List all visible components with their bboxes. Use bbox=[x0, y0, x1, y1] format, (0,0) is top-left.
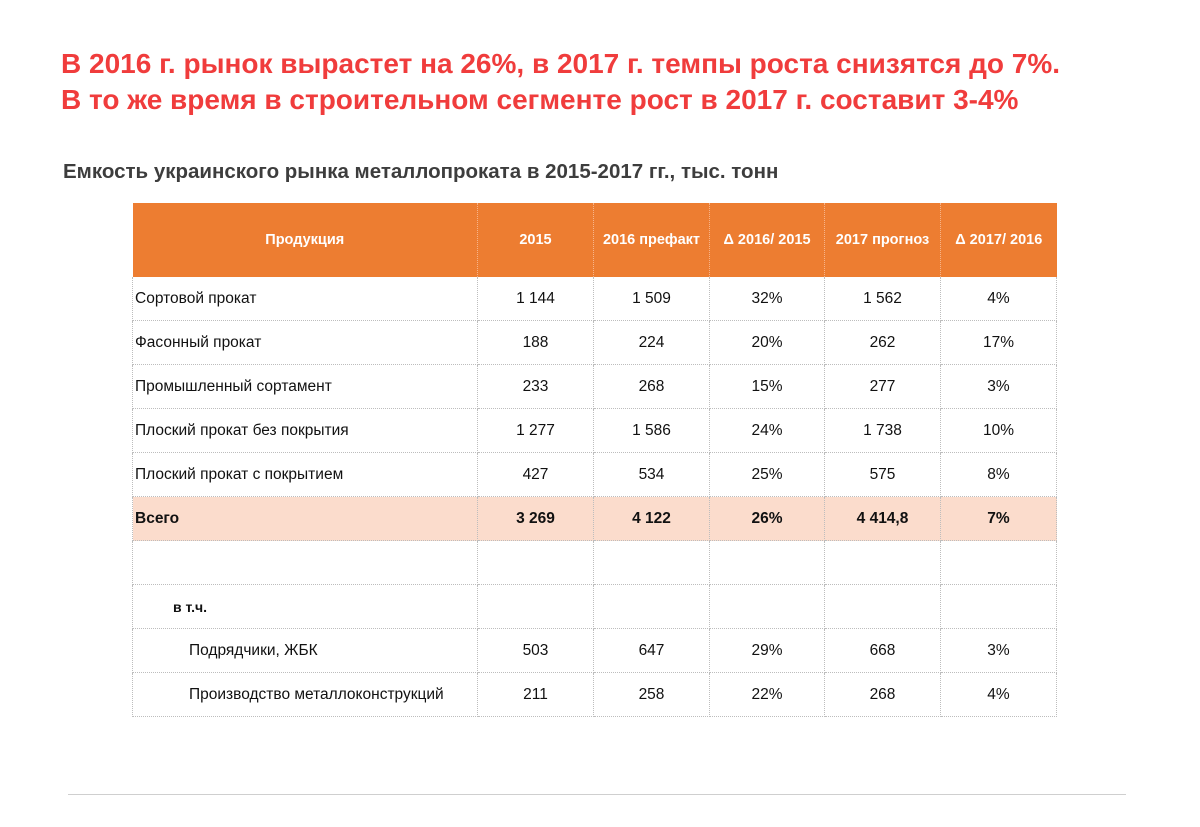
table-row bbox=[133, 321, 1057, 365]
row-product: Плоский прокат с покрытием bbox=[133, 453, 478, 497]
cell-delta-2017: 3% bbox=[941, 365, 1057, 409]
total-2016: 4 122 bbox=[594, 497, 710, 541]
cell-delta-2017: 3% bbox=[941, 629, 1057, 673]
cell-2015: 1 144 bbox=[478, 277, 594, 321]
market-capacity-table bbox=[132, 203, 1057, 717]
total-2015: 3 269 bbox=[478, 497, 594, 541]
cell-delta-2016: 15% bbox=[710, 365, 825, 409]
cell-2016: 647 bbox=[594, 629, 710, 673]
cell-delta-2016: 32% bbox=[710, 277, 825, 321]
cell-2015: 427 bbox=[478, 453, 594, 497]
table-header-row bbox=[133, 203, 1057, 277]
cell-2016: 268 bbox=[594, 365, 710, 409]
cell-delta-2017: 8% bbox=[941, 453, 1057, 497]
row-product: Плоский прокат без покрытия bbox=[133, 409, 478, 453]
cell-2016: 1 509 bbox=[594, 277, 710, 321]
cell-2017: 277 bbox=[825, 365, 941, 409]
cell-delta-2017: 4% bbox=[941, 277, 1057, 321]
cell-delta-2016: 20% bbox=[710, 321, 825, 365]
headline-line-2: В то же время в строительном сегменте рост в 2017 г. составит 3-4% bbox=[61, 84, 1019, 115]
header-2015: 2015 bbox=[478, 203, 594, 277]
cell-delta-2016: 22% bbox=[710, 673, 825, 717]
row-product: Сортовой прокат bbox=[133, 277, 478, 321]
cell-2015: 211 bbox=[478, 673, 594, 717]
cell-2017: 1 562 bbox=[825, 277, 941, 321]
cell-2016: 258 bbox=[594, 673, 710, 717]
empty-row bbox=[133, 541, 1057, 585]
table-row bbox=[133, 453, 1057, 497]
footer-divider bbox=[68, 794, 1126, 795]
cell-2015: 503 bbox=[478, 629, 594, 673]
cell-delta-2017: 4% bbox=[941, 673, 1057, 717]
header-delta-2016-2015: Δ 2016/ 2015 bbox=[710, 203, 825, 277]
table-row bbox=[133, 673, 1057, 717]
cell-2015: 233 bbox=[478, 365, 594, 409]
slide-headline bbox=[61, 46, 1181, 118]
cell-2017: 668 bbox=[825, 629, 941, 673]
cell-2017: 268 bbox=[825, 673, 941, 717]
header-2017-forecast: 2017 прогноз bbox=[825, 203, 941, 277]
subgroup-label-row bbox=[133, 585, 1057, 629]
header-product: Продукция bbox=[133, 203, 478, 277]
cell-2017: 1 738 bbox=[825, 409, 941, 453]
cell-2016: 224 bbox=[594, 321, 710, 365]
subgroup-label: в т.ч. bbox=[133, 585, 478, 629]
header-delta-2017-2016: Δ 2017/ 2016 bbox=[941, 203, 1057, 277]
cell-delta-2016: 29% bbox=[710, 629, 825, 673]
total-delta-2016: 26% bbox=[710, 497, 825, 541]
headline-line-1: В 2016 г. рынок вырастет на 26%, в 2017 г. темпы роста снизятся до 7%. bbox=[61, 48, 1061, 79]
row-product: Подрядчики, ЖБК bbox=[133, 629, 478, 673]
table-title: Емкость украинского рынка металлопроката в 2015-2017 гг., тыс. тонн bbox=[63, 160, 779, 183]
header-2016-prefact: 2016 префакт bbox=[594, 203, 710, 277]
table-row bbox=[133, 277, 1057, 321]
total-delta-2017: 7% bbox=[941, 497, 1057, 541]
total-2017: 4 414,8 bbox=[825, 497, 941, 541]
cell-2015: 1 277 bbox=[478, 409, 594, 453]
cell-2017: 262 bbox=[825, 321, 941, 365]
total-label: Всего bbox=[133, 497, 478, 541]
cell-delta-2017: 10% bbox=[941, 409, 1057, 453]
cell-2016: 1 586 bbox=[594, 409, 710, 453]
row-product: Фасонный прокат bbox=[133, 321, 478, 365]
cell-delta-2016: 25% bbox=[710, 453, 825, 497]
row-product: Промышленный сортамент bbox=[133, 365, 478, 409]
table-row bbox=[133, 365, 1057, 409]
row-product: Производство металлоконструкций bbox=[133, 673, 478, 717]
total-row bbox=[133, 497, 1057, 541]
table-row bbox=[133, 409, 1057, 453]
table-row bbox=[133, 629, 1057, 673]
cell-delta-2017: 17% bbox=[941, 321, 1057, 365]
cell-2017: 575 bbox=[825, 453, 941, 497]
cell-2016: 534 bbox=[594, 453, 710, 497]
cell-delta-2016: 24% bbox=[710, 409, 825, 453]
cell-2015: 188 bbox=[478, 321, 594, 365]
